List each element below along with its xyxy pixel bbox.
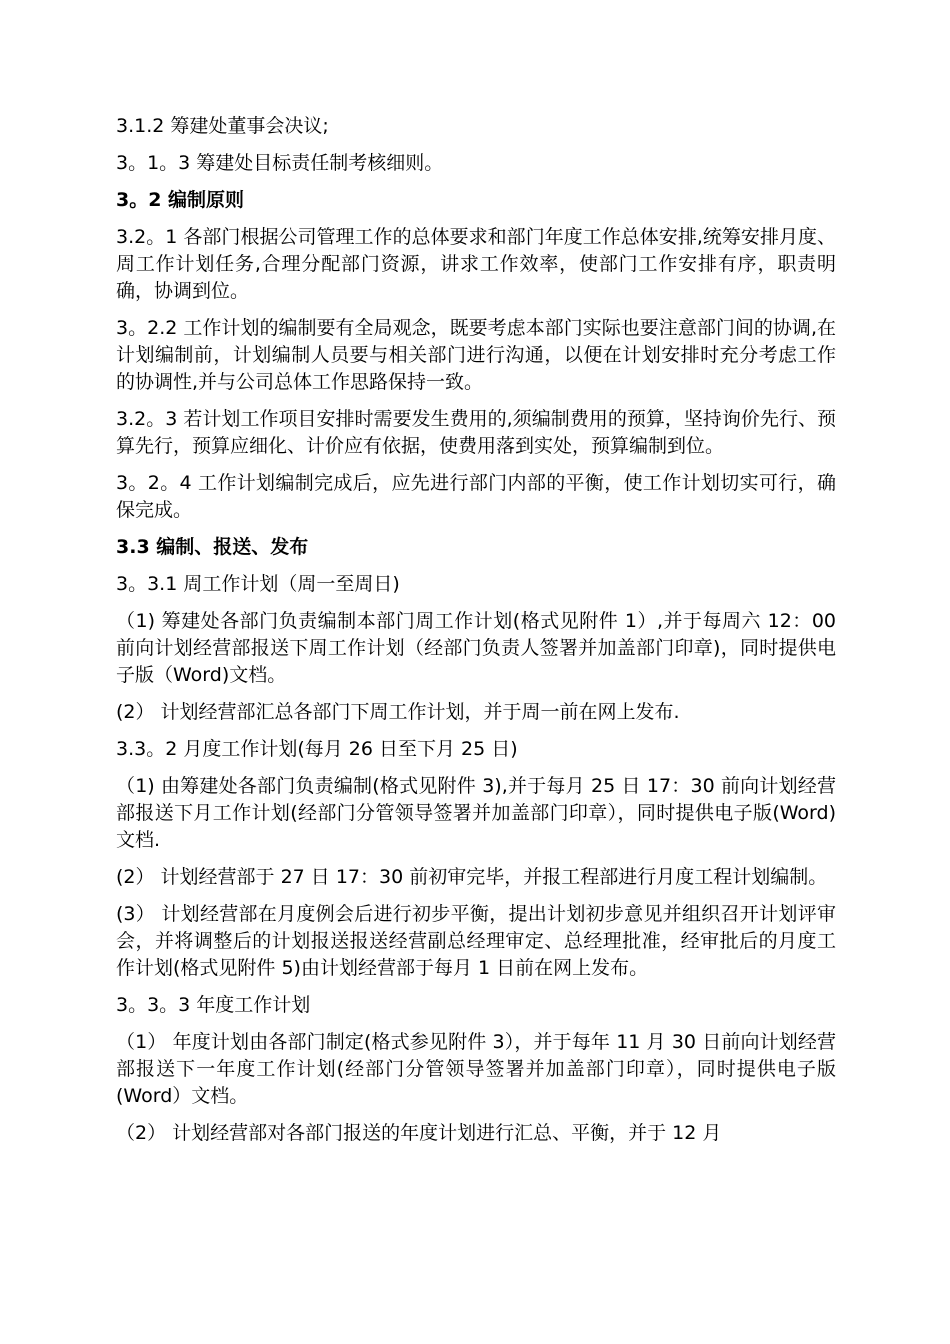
paragraph-clause-3-3-1: 3。3.1 周工作计划（周一至周日) xyxy=(116,573,400,595)
paragraph-clause-3-3-2: 3.3。2 月度工作计划(每月 26 日至下月 25 日) xyxy=(116,738,518,760)
document-page xyxy=(116,113,836,1157)
section-heading-heading-3-2: 3。2 编制原则 xyxy=(116,189,245,211)
paragraph-clause-3-3-2-item-1: （1) 由筹建处各部门负责编制(格式见附件 3),并于每月 25 日 17：30 前向计划经营部报送下月工作计划(经部门分管领导签署并加盖部门印章），同时提供电子版(Word)文档. xyxy=(116,775,836,851)
paragraph-clause-3-3-3-item-1: （1） 年度计划由各部门制定(格式参见附件 3），并于每年 11 月 30 日前向计划经营部报送下一年度工作计划(经部门分管领导签署并加盖部门印章），同时提供电子版(Word）文档。 xyxy=(116,1031,836,1107)
paragraph-clause-3-3-1-item-2: (2） 计划经营部汇总各部门下周工作计划，并于周一前在网上发布. xyxy=(116,701,680,723)
paragraph-clause-3-2-2: 3。2.2 工作计划的编制要有全局观念，既要考虑本部门实际也要注意部门间的协调,在计划编制前，计划编制人员要与相关部门进行沟通，以便在计划安排时充分考虑工作的协调性,并与公司总体工作思路保持一致。 xyxy=(116,317,836,393)
paragraph-clause-3-3-1-item-1: （1) 筹建处各部门负责编制本部门周工作计划(格式见附件 1）,并于每周六 12：00 前向计划经营部报送下周工作计划（经部门负责人签署并加盖部门印章)，同时提供电子版（Word)文档。 xyxy=(116,610,836,686)
paragraph-clause-3-3-2-item-2: (2） 计划经营部于 27 日 17：30 前初审完毕，并报工程部进行月度工程计划编制。 xyxy=(116,866,828,888)
paragraph-clause-3-3-3: 3。3。3 年度工作计划 xyxy=(116,994,311,1016)
paragraph-clause-3-2-3: 3.2。3 若计划工作项目安排时需要发生费用的,须编制费用的预算，坚持询价先行、预算先行，预算应细化、计价应有依据，使费用落到实处，预算编制到位。 xyxy=(116,408,836,457)
paragraph-clause-3-2-4: 3。2。4 工作计划编制完成后，应先进行部门内部的平衡，使工作计划切实可行，确保完成。 xyxy=(116,472,836,521)
paragraph-clause-3-3-3-item-2: （2） 计划经营部对各部门报送的年度计划进行汇总、平衡，并于 12 月 xyxy=(116,1122,722,1144)
paragraph-clause-3-1-3: 3。1。3 筹建处目标责任制考核细则。 xyxy=(116,152,444,174)
section-heading-heading-3-3: 3.3 编制、报送、发布 xyxy=(116,536,309,558)
paragraph-clause-3-3-2-item-3: (3） 计划经营部在月度例会后进行初步平衡，提出计划初步意见并组织召开计划评审会，并将调整后的计划报送报送经营副总经理审定、总经理批准，经审批后的月度工作计划(格式见附件 5)由计划经营部于每月 1 日前在网上发布。 xyxy=(116,903,836,979)
paragraph-clause-3-2-1: 3.2。1 各部门根据公司管理工作的总体要求和部门年度工作总体安排,统筹安排月度、周工作计划任务,合理分配部门资源，讲求工作效率，使部门工作安排有序，职责明确，协调到位。 xyxy=(116,226,836,302)
paragraph-clause-3-1-2: 3.1.2 筹建处董事会决议; xyxy=(116,115,329,137)
